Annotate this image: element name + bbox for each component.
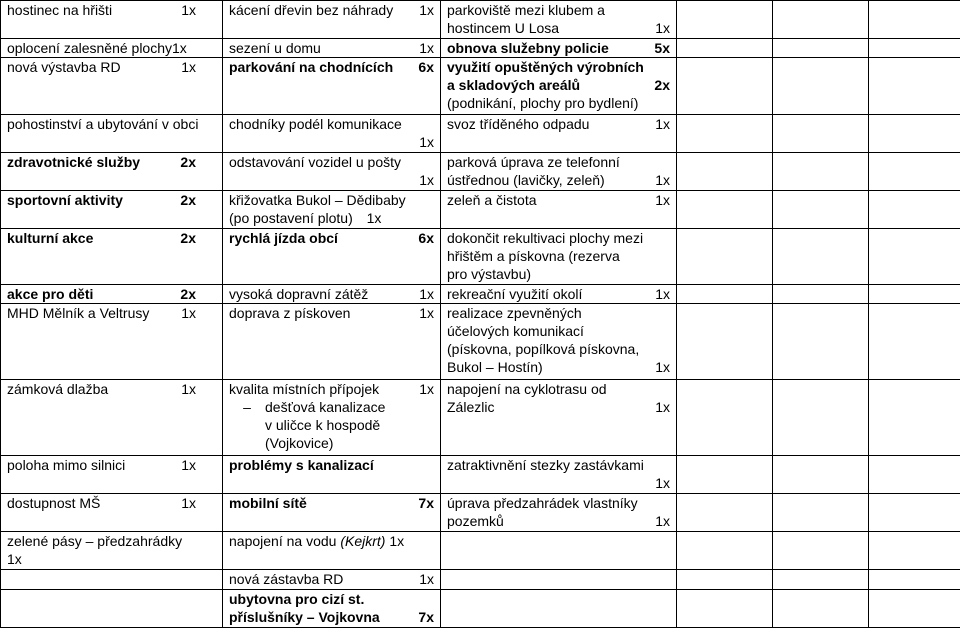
cell-col3: napojení na cyklotrasu od Zálezlic 1x: [441, 380, 677, 456]
empty-cell: [677, 532, 773, 570]
empty-cell: [869, 494, 960, 532]
empty-cell: [677, 153, 773, 191]
empty-cell: [773, 153, 869, 191]
table-row: [1, 58, 960, 115]
empty-cell: [677, 58, 773, 115]
cell-col3: rekreační využití okolí 1x: [441, 285, 677, 304]
empty-cell: [441, 590, 677, 628]
cell-col2: parkování na chodnících 6x: [223, 58, 441, 115]
empty-cell: [677, 191, 773, 229]
cell-col3: svoz tříděného odpadu 1x: [441, 115, 677, 153]
empty-cell: [869, 191, 960, 229]
cell-col1: MHD Mělník a Veltrusy 1x: [1, 304, 223, 380]
empty-cell: [773, 590, 869, 628]
table-row: [1, 285, 960, 304]
cell-col3: úprava předzahrádek vlastníky pozemků 1x: [441, 494, 677, 532]
empty-cell: [677, 1, 773, 39]
empty-cell: [869, 380, 960, 456]
empty-cell: [773, 380, 869, 456]
cell-col1: oplocení zalesněné plochy1x: [1, 39, 223, 58]
table-row: [1, 153, 960, 191]
cell-col3: parková úprava ze telefonní ústřednou (lavičky, zeleň) 1x: [441, 153, 677, 191]
cell-col1: zdravotnické služby 2x: [1, 153, 223, 191]
cell-col2: chodníky podél komunikace 1x: [223, 115, 441, 153]
cell-col2: kácení dřevin bez náhrady 1x: [223, 1, 441, 39]
empty-cell: [677, 39, 773, 58]
cell-col1: poloha mimo silnici 1x: [1, 456, 223, 494]
table-row: [1, 115, 960, 153]
cell-col3: zatraktivnění stezky zastávkami 1x: [441, 456, 677, 494]
table-row: [1, 494, 960, 532]
cell-col2: rychlá jízda obcí 6x: [223, 229, 441, 285]
empty-cell: [677, 285, 773, 304]
empty-cell: [441, 532, 677, 570]
empty-cell: [869, 285, 960, 304]
cell-col1: akce pro děti 2x: [1, 285, 223, 304]
cell-col2: vysoká dopravní zátěž 1x: [223, 285, 441, 304]
empty-cell: [869, 532, 960, 570]
empty-cell: [677, 494, 773, 532]
empty-cell: [677, 456, 773, 494]
cell-col2: ubytovna pro cizí st. příslušníky – Vojkovna 7x: [223, 590, 441, 628]
cell-col3: využití opuštěných výrobních a skladových areálů 2x (podnikání, plochy pro bydlení): [441, 58, 677, 115]
cell-col2: kvalita místních přípojek 1x – dešťová kanalizace v uličce k hospodě (Vojkovice): [223, 380, 441, 456]
empty-cell: [677, 304, 773, 380]
cell-col2: doprava z pískoven 1x: [223, 304, 441, 380]
cell-col3: zeleň a čistota 1x: [441, 191, 677, 229]
empty-cell: [869, 570, 960, 590]
empty-cell: [773, 191, 869, 229]
table-row: [1, 456, 960, 494]
table-row: [1, 1, 960, 39]
empty-cell: [773, 570, 869, 590]
empty-cell: [869, 304, 960, 380]
cell-col3: dokončit rekultivaci plochy mezi hřištěm a pískovna (rezerva pro výstavbu): [441, 229, 677, 285]
table-row: [1, 590, 960, 628]
empty-cell: [869, 1, 960, 39]
empty-cell: [869, 115, 960, 153]
table-row: [1, 229, 960, 285]
cell-col1: sportovní aktivity 2x: [1, 191, 223, 229]
empty-cell: [773, 115, 869, 153]
empty-cell: [773, 456, 869, 494]
cell-col2: mobilní sítě 7x: [223, 494, 441, 532]
empty-cell: [773, 39, 869, 58]
empty-cell: [1, 590, 223, 628]
empty-cell: [773, 229, 869, 285]
cell-col2: napojení na vodu (Kejkrt) 1x: [223, 532, 441, 570]
empty-cell: [1, 570, 223, 590]
cell-col1: pohostinství a ubytování v obci: [1, 115, 223, 153]
empty-cell: [869, 58, 960, 115]
cell-col1: nová výstavba RD 1x: [1, 58, 223, 115]
cell-col1: dostupnost MŠ 1x: [1, 494, 223, 532]
empty-cell: [869, 153, 960, 191]
empty-cell: [869, 590, 960, 628]
empty-cell: [677, 115, 773, 153]
empty-cell: [773, 494, 869, 532]
empty-cell: [677, 570, 773, 590]
cell-col2: problémy s kanalizací: [223, 456, 441, 494]
empty-cell: [773, 58, 869, 115]
cell-col1: hostinec na hřišti 1x: [1, 1, 223, 39]
empty-cell: [773, 1, 869, 39]
cell-col3: obnova služebny policie 5x: [441, 39, 677, 58]
cell-col3: realizace zpevněných účelových komunikací (pískovna, popílková pískovna, Bukol – Hostín) 1x: [441, 304, 677, 380]
cell-col1: kulturní akce 2x: [1, 229, 223, 285]
empty-cell: [869, 39, 960, 58]
cell-col2: sezení u domu 1x: [223, 39, 441, 58]
empty-cell: [773, 285, 869, 304]
empty-cell: [773, 532, 869, 570]
table-row: [1, 532, 960, 570]
empty-cell: [773, 304, 869, 380]
table-row: [1, 191, 960, 229]
cell-col1: zelené pásy – předzahrádky 1x: [1, 532, 223, 570]
cell-col1: zámková dlažba 1x: [1, 380, 223, 456]
empty-cell: [677, 380, 773, 456]
cell-col3: parkoviště mezi klubem a hostincem U Losa 1x: [441, 1, 677, 39]
cell-col2: křižovatka Bukol – Dědibaby (po postavení plotu) 1x: [223, 191, 441, 229]
table-row: [1, 304, 960, 380]
empty-cell: [869, 229, 960, 285]
table-row: [1, 39, 960, 58]
cell-col2: nová zástavba RD 1x: [223, 570, 441, 590]
empty-cell: [677, 229, 773, 285]
table-row: [1, 380, 960, 456]
table-row: [1, 570, 960, 590]
empty-cell: [869, 456, 960, 494]
empty-cell: [677, 590, 773, 628]
empty-cell: [441, 570, 677, 590]
cell-col2: odstavování vozidel u pošty 1x: [223, 153, 441, 191]
